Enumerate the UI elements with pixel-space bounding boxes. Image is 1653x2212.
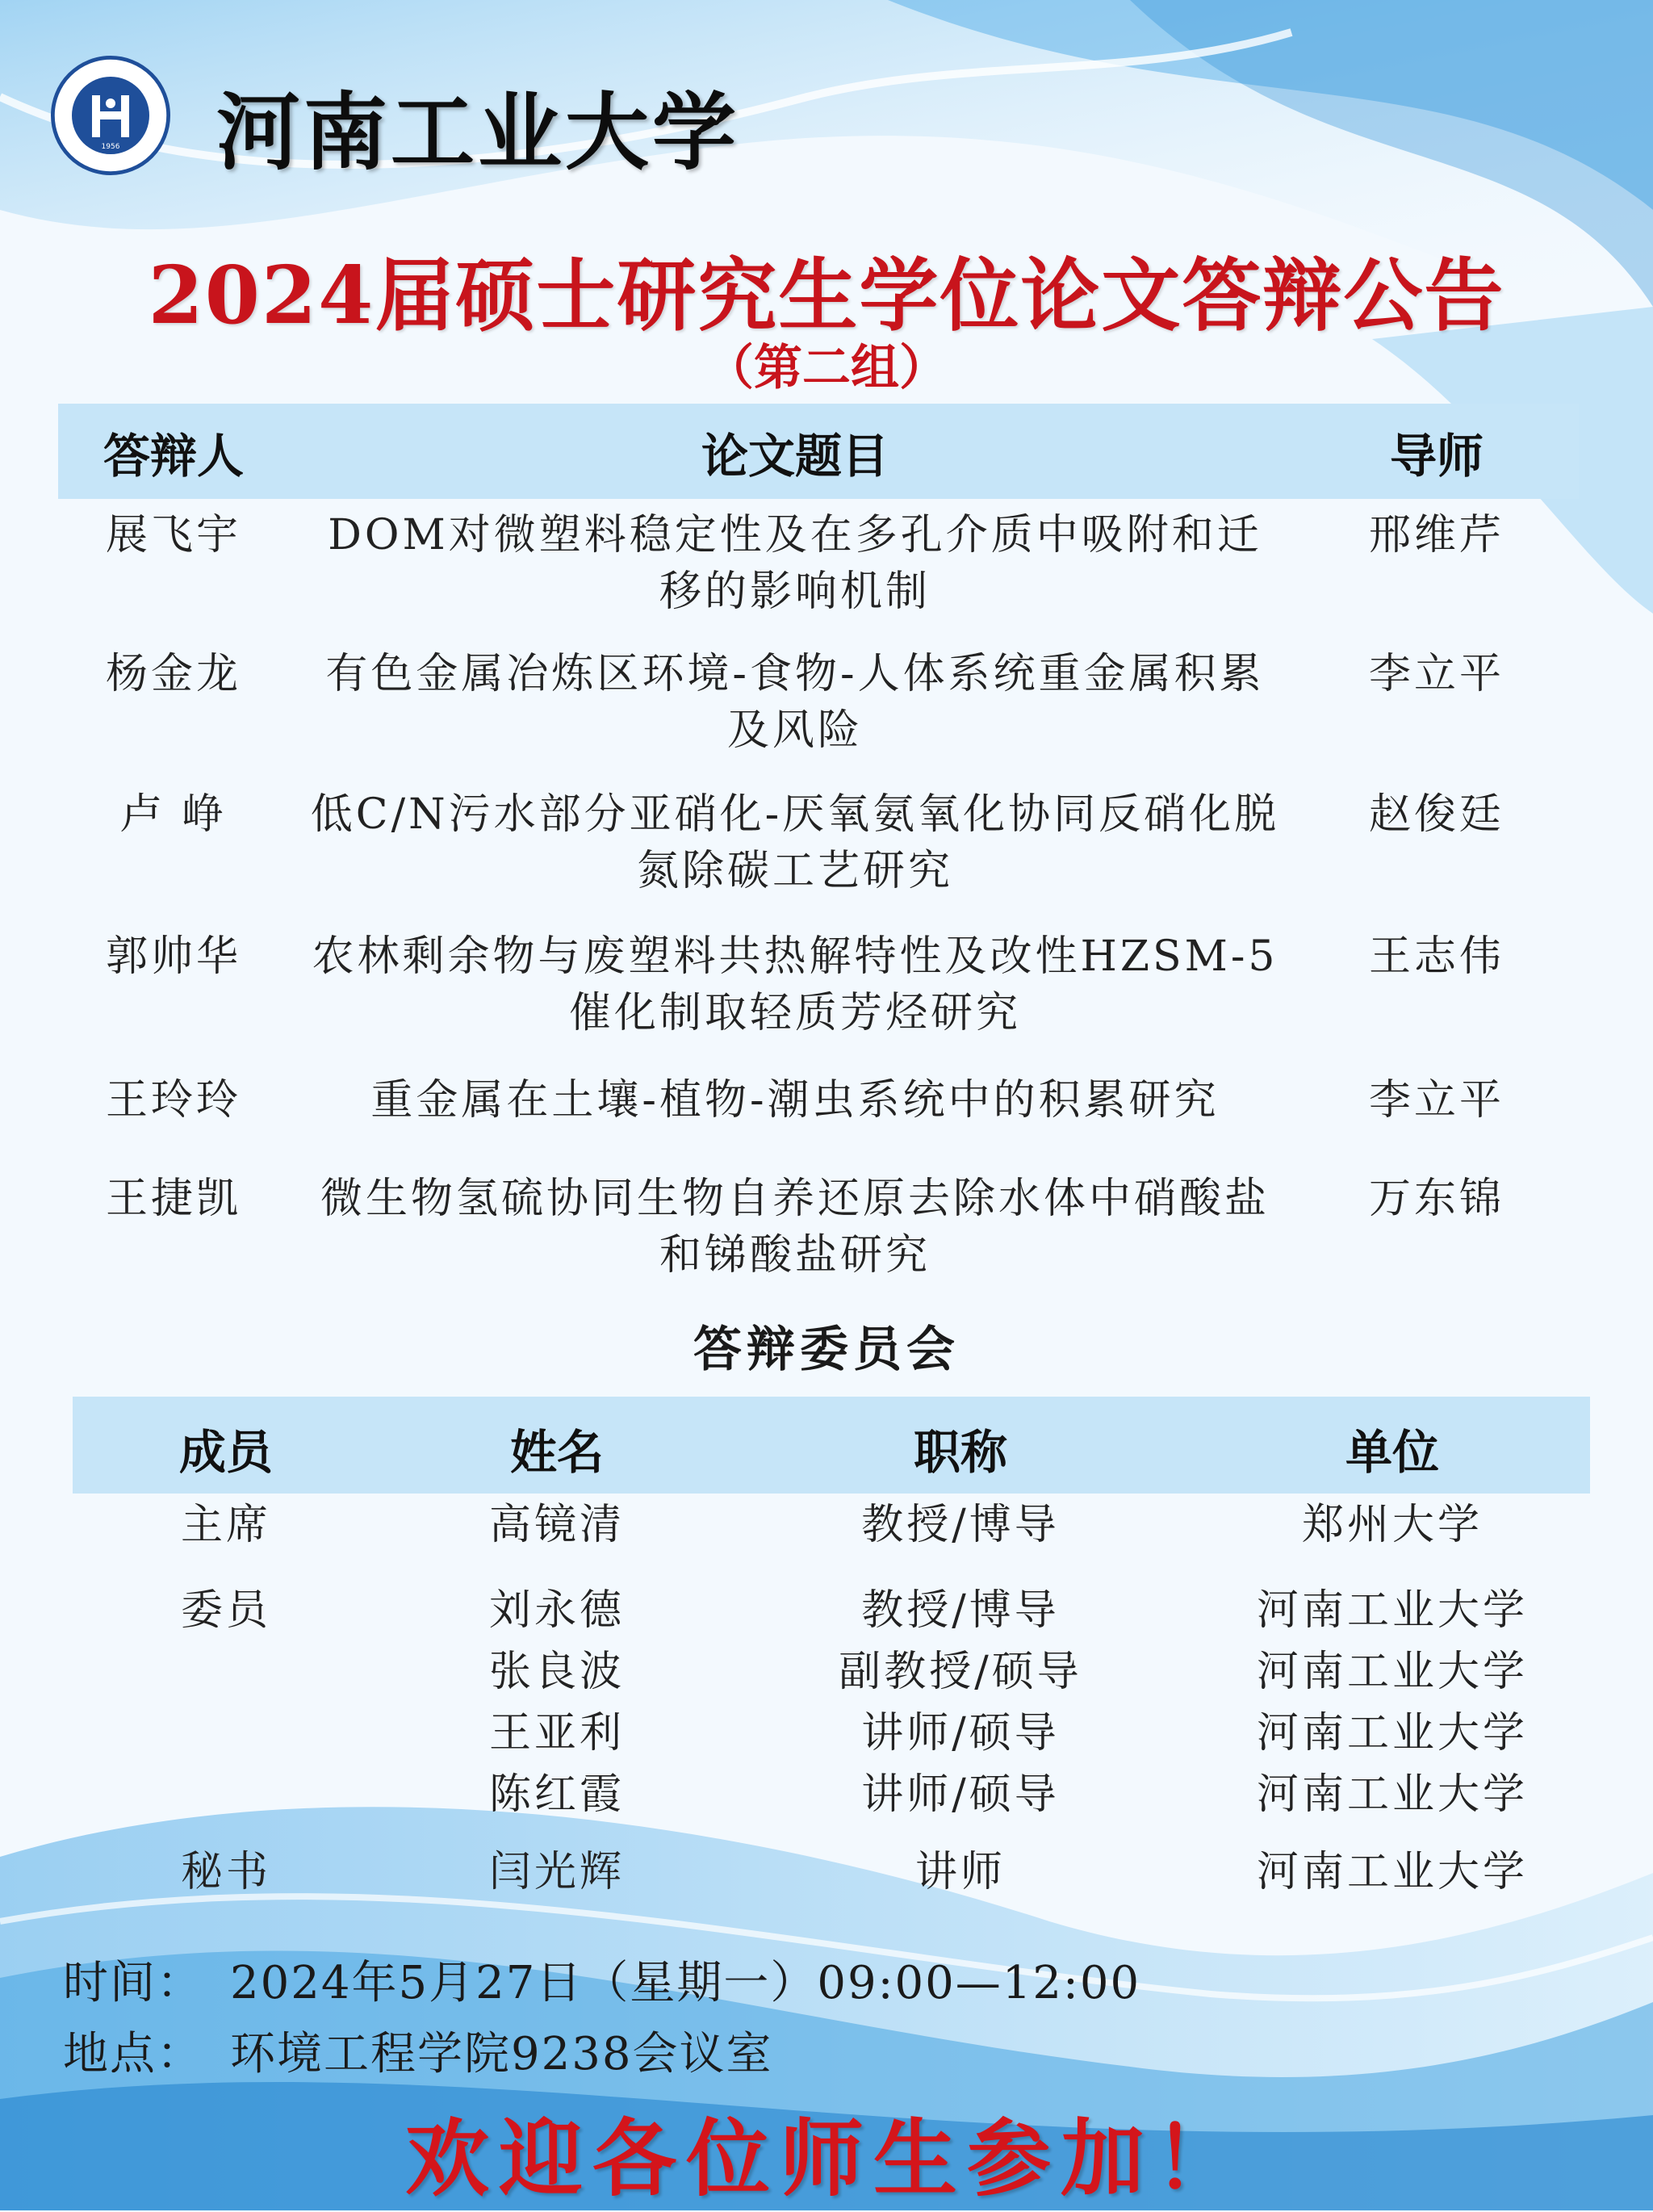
place-value: 环境工程学院9238会议室: [230, 2028, 773, 2080]
header-thesis-title: 论文题目: [701, 429, 889, 484]
committee-rank: 讲师: [914, 1848, 1006, 1896]
thesis-advisor: 李立平: [1368, 650, 1504, 698]
committee-rank: 教授/博导: [861, 1586, 1060, 1635]
header-advisor: 导师: [1389, 429, 1484, 484]
committee-role: 主席: [180, 1501, 271, 1549]
thesis-title-line2: 及风险: [726, 706, 863, 755]
committee-rank: 教授/博导: [861, 1501, 1060, 1549]
header-rank: 职称: [913, 1425, 1007, 1480]
welcome-message: 欢迎各位师生参加！: [404, 2109, 1248, 2208]
thesis-student: 郭帅华: [105, 932, 241, 981]
committee-unit: 河南工业大学: [1256, 1848, 1528, 1896]
thesis-student: 王玲玲: [105, 1076, 241, 1125]
group-subtitle: （第二组）: [705, 340, 948, 396]
time-value: 2024年5月27日（星期一）09:00—12:00: [230, 1957, 1141, 2009]
committee-name: 张良波: [488, 1648, 625, 1696]
thesis-title-line2: 催化制取轻质芳烃研究: [568, 989, 1021, 1037]
svg-text:1956: 1956: [101, 143, 120, 151]
thesis-title-line2: 和锑酸盐研究: [659, 1231, 931, 1280]
header-unit: 单位: [1345, 1425, 1439, 1480]
time-label: 时间：: [63, 1957, 203, 2009]
committee-unit: 河南工业大学: [1256, 1586, 1528, 1635]
committee-rank: 讲师/硕导: [861, 1709, 1060, 1757]
thesis-title-line1: 微生物氢硫协同生物自养还原去除水体中硝酸盐: [320, 1175, 1270, 1223]
committee-rank: 讲师/硕导: [861, 1770, 1060, 1819]
announcement-title: 2024届硕士研究生学位论文答辩公告: [148, 249, 1505, 342]
committee-name: 闫光辉: [488, 1848, 625, 1896]
header-name: 姓名: [509, 1425, 604, 1480]
thesis-student: 卢 峥: [119, 790, 228, 839]
committee-unit: 郑州大学: [1301, 1501, 1483, 1549]
thesis-advisor: 邢维芹: [1368, 511, 1504, 559]
thesis-title-line2: 移的影响机制: [659, 568, 931, 616]
committee-name: 王亚利: [488, 1709, 625, 1757]
thesis-title-line1: 有色金属冶炼区环境-食物-人体系统重金属积累: [325, 650, 1265, 698]
committee-role: 委员: [180, 1586, 271, 1635]
committee-role: 秘书: [180, 1848, 271, 1896]
university-logo: [50, 55, 171, 176]
committee-name: 陈红霞: [488, 1770, 625, 1819]
thesis-title-line2: 氮除碳工艺研究: [636, 847, 953, 895]
thesis-title-line1: DOM对微塑料稳定性及在多孔介质中吸附和迁: [328, 511, 1262, 559]
committee-unit: 河南工业大学: [1256, 1770, 1528, 1819]
thesis-student: 王捷凯: [105, 1175, 241, 1223]
place-label: 地点：: [63, 2028, 203, 2080]
committee-unit: 河南工业大学: [1256, 1709, 1528, 1757]
thesis-student: 杨金龙: [105, 650, 241, 698]
thesis-title-line1: 农林剩余物与废塑料共热解特性及改性HZSM-5: [312, 932, 1278, 981]
committee-rank: 副教授/硕导: [839, 1648, 1082, 1696]
thesis-title-line1: 重金属在土壤-植物-潮虫系统中的积累研究: [370, 1076, 1220, 1125]
thesis-advisor: 万东锦: [1368, 1175, 1504, 1223]
thesis-student: 展飞宇: [105, 511, 241, 559]
header-student: 答辩人: [103, 429, 244, 484]
committee-name: 刘永德: [488, 1586, 625, 1635]
thesis-title-line1: 低C/N污水部分亚硝化-厌氧氨氧化协同反硝化脱: [310, 790, 1280, 839]
thesis-advisor: 王志伟: [1368, 932, 1504, 981]
thesis-advisor: 赵俊廷: [1368, 790, 1504, 839]
university-name: 河南工业大学: [216, 82, 740, 182]
committee-name: 高镜清: [488, 1501, 625, 1549]
committee-heading: 答辩委员会: [693, 1322, 960, 1378]
header-role: 成员: [178, 1425, 273, 1480]
thesis-advisor: 李立平: [1368, 1076, 1504, 1125]
committee-unit: 河南工业大学: [1256, 1648, 1528, 1696]
